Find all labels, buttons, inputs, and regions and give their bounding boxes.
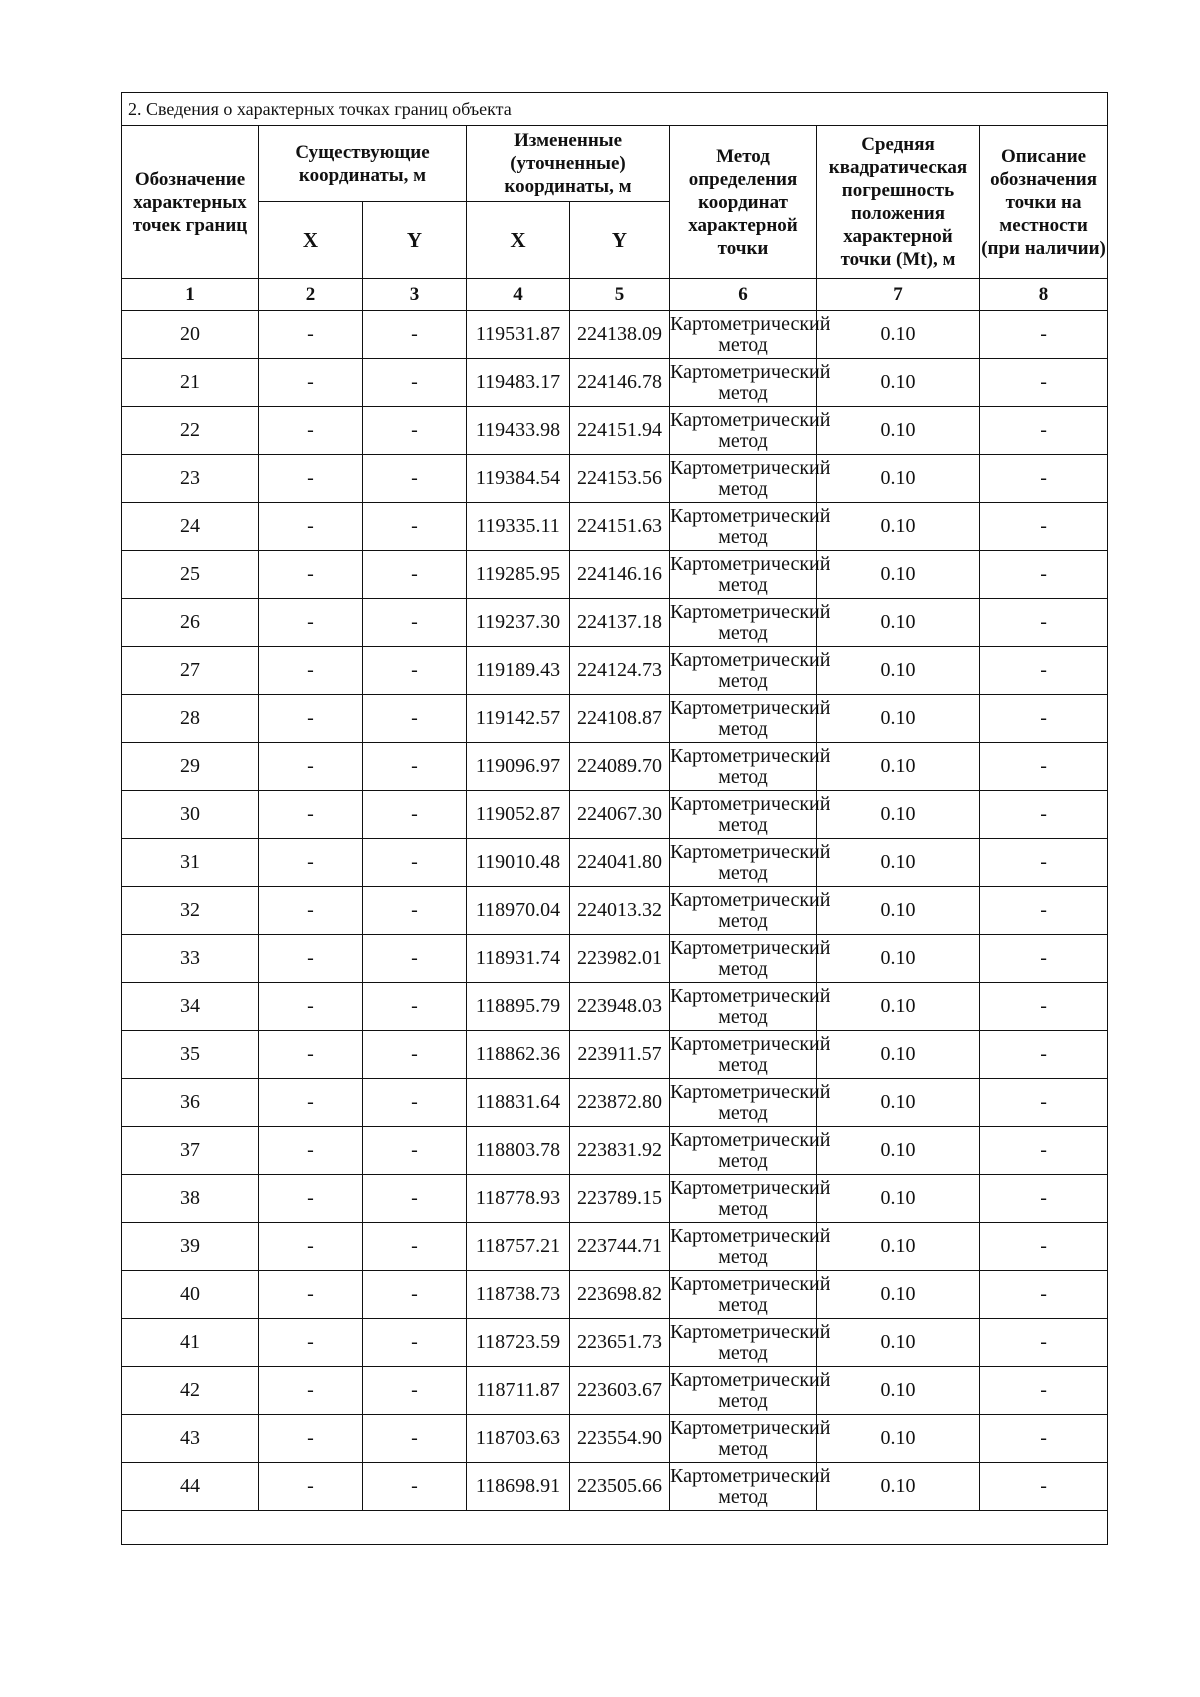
column-number: 4 <box>467 279 570 311</box>
changed-y-cell: 224138.09 <box>570 311 670 359</box>
mean-error-cell: 0.10 <box>817 647 980 695</box>
table-row <box>122 647 1108 695</box>
method-cell: Картометрический метод <box>670 887 817 935</box>
table-row <box>122 551 1108 599</box>
description-cell: - <box>980 743 1108 791</box>
mean-error-cell: 0.10 <box>817 455 980 503</box>
description-cell: - <box>980 1415 1108 1463</box>
existing-x-cell: - <box>259 1175 363 1223</box>
existing-y-cell: - <box>363 695 467 743</box>
point-designation-cell: 28 <box>122 695 259 743</box>
changed-y-cell: 223982.01 <box>570 935 670 983</box>
existing-y-cell: - <box>363 1079 467 1127</box>
point-designation-cell: 41 <box>122 1319 259 1367</box>
table-row <box>122 311 1108 359</box>
table-row <box>122 1463 1108 1511</box>
changed-x-cell: 118831.64 <box>467 1079 570 1127</box>
mean-error-cell: 0.10 <box>817 1463 980 1511</box>
column-number: 7 <box>817 279 980 311</box>
table-row <box>122 1175 1108 1223</box>
existing-y-cell: - <box>363 1319 467 1367</box>
description-cell: - <box>980 1127 1108 1175</box>
table-row <box>122 839 1108 887</box>
existing-y-cell: - <box>363 743 467 791</box>
existing-x-cell: - <box>259 503 363 551</box>
point-designation-cell: 26 <box>122 599 259 647</box>
changed-x-cell: 119433.98 <box>467 407 570 455</box>
existing-x-cell: - <box>259 1271 363 1319</box>
point-designation-cell: 33 <box>122 935 259 983</box>
header-changed-coordinates: Измененные (уточненные) координаты, м <box>467 126 670 202</box>
description-cell: - <box>980 1271 1108 1319</box>
existing-y-cell: - <box>363 1127 467 1175</box>
point-designation-cell: 35 <box>122 1031 259 1079</box>
description-cell: - <box>980 839 1108 887</box>
changed-x-cell: 119483.17 <box>467 359 570 407</box>
existing-x-cell: - <box>259 311 363 359</box>
mean-error-cell: 0.10 <box>817 839 980 887</box>
mean-error-cell: 0.10 <box>817 1367 980 1415</box>
existing-x-cell: - <box>259 1031 363 1079</box>
point-designation-cell: 27 <box>122 647 259 695</box>
existing-x-cell: - <box>259 359 363 407</box>
table-row <box>122 503 1108 551</box>
existing-y-cell: - <box>363 311 467 359</box>
point-designation-cell: 44 <box>122 1463 259 1511</box>
existing-x-cell: - <box>259 455 363 503</box>
mean-error-cell: 0.10 <box>817 791 980 839</box>
description-cell: - <box>980 935 1108 983</box>
column-number: 5 <box>570 279 670 311</box>
existing-x-cell: - <box>259 1415 363 1463</box>
table-footer-cell <box>122 1511 1108 1545</box>
existing-y-cell: - <box>363 1463 467 1511</box>
existing-x-cell: - <box>259 1127 363 1175</box>
method-cell: Картометрический метод <box>670 1319 817 1367</box>
table-row <box>122 599 1108 647</box>
method-cell: Картометрический метод <box>670 695 817 743</box>
changed-x-cell: 118970.04 <box>467 887 570 935</box>
description-cell: - <box>980 503 1108 551</box>
point-designation-cell: 34 <box>122 983 259 1031</box>
mean-error-cell: 0.10 <box>817 407 980 455</box>
changed-y-cell: 224146.78 <box>570 359 670 407</box>
mean-error-cell: 0.10 <box>817 887 980 935</box>
point-designation-cell: 40 <box>122 1271 259 1319</box>
table-row <box>122 743 1108 791</box>
existing-y-cell: - <box>363 647 467 695</box>
description-cell: - <box>980 455 1108 503</box>
point-designation-cell: 23 <box>122 455 259 503</box>
changed-y-cell: 224151.94 <box>570 407 670 455</box>
existing-x-cell: - <box>259 407 363 455</box>
description-cell: - <box>980 1175 1108 1223</box>
changed-y-cell: 223831.92 <box>570 1127 670 1175</box>
method-cell: Картометрический метод <box>670 359 817 407</box>
changed-x-cell: 118698.91 <box>467 1463 570 1511</box>
mean-error-cell: 0.10 <box>817 1415 980 1463</box>
changed-x-cell: 118703.63 <box>467 1415 570 1463</box>
description-cell: - <box>980 1031 1108 1079</box>
existing-x-cell: - <box>259 647 363 695</box>
changed-y-cell: 224013.32 <box>570 887 670 935</box>
table-row <box>122 407 1108 455</box>
method-cell: Картометрический метод <box>670 647 817 695</box>
changed-y-cell: 223698.82 <box>570 1271 670 1319</box>
existing-y-cell: - <box>363 455 467 503</box>
changed-y-cell: 224089.70 <box>570 743 670 791</box>
header-existing-coordinates: Существующие координаты, м <box>259 126 467 202</box>
points-table-body <box>122 311 1108 1511</box>
existing-y-cell: - <box>363 1271 467 1319</box>
point-designation-cell: 29 <box>122 743 259 791</box>
changed-y-cell: 224041.80 <box>570 839 670 887</box>
changed-y-cell: 224108.87 <box>570 695 670 743</box>
existing-x-cell: - <box>259 791 363 839</box>
changed-x-cell: 119052.87 <box>467 791 570 839</box>
changed-y-cell: 223505.66 <box>570 1463 670 1511</box>
point-designation-cell: 24 <box>122 503 259 551</box>
changed-y-cell: 223948.03 <box>570 983 670 1031</box>
existing-y-cell: - <box>363 887 467 935</box>
mean-error-cell: 0.10 <box>817 551 980 599</box>
mean-error-cell: 0.10 <box>817 1271 980 1319</box>
method-cell: Картометрический метод <box>670 599 817 647</box>
existing-x-cell: - <box>259 839 363 887</box>
changed-y-cell: 224151.63 <box>570 503 670 551</box>
changed-x-cell: 119531.87 <box>467 311 570 359</box>
method-cell: Картометрический метод <box>670 551 817 599</box>
table-row <box>122 1127 1108 1175</box>
point-designation-cell: 25 <box>122 551 259 599</box>
changed-x-cell: 119384.54 <box>467 455 570 503</box>
point-designation-cell: 32 <box>122 887 259 935</box>
mean-error-cell: 0.10 <box>817 1175 980 1223</box>
description-cell: - <box>980 791 1108 839</box>
method-cell: Картометрический метод <box>670 983 817 1031</box>
mean-error-cell: 0.10 <box>817 1319 980 1367</box>
table-row <box>122 695 1108 743</box>
changed-y-cell: 223911.57 <box>570 1031 670 1079</box>
method-cell: Картометрический метод <box>670 1415 817 1463</box>
point-designation-cell: 42 <box>122 1367 259 1415</box>
description-cell: - <box>980 1367 1108 1415</box>
changed-y-cell: 224124.73 <box>570 647 670 695</box>
changed-x-cell: 119285.95 <box>467 551 570 599</box>
mean-error-cell: 0.10 <box>817 1127 980 1175</box>
existing-x-cell: - <box>259 695 363 743</box>
existing-x-cell: - <box>259 1079 363 1127</box>
method-cell: Картометрический метод <box>670 1031 817 1079</box>
mean-error-cell: 0.10 <box>817 311 980 359</box>
point-designation-cell: 36 <box>122 1079 259 1127</box>
method-cell: Картометрический метод <box>670 1127 817 1175</box>
existing-x-cell: - <box>259 935 363 983</box>
table-row <box>122 1079 1108 1127</box>
table-row <box>122 1367 1108 1415</box>
method-cell: Картометрический метод <box>670 1463 817 1511</box>
changed-x-cell: 118778.93 <box>467 1175 570 1223</box>
changed-x-cell: 118895.79 <box>467 983 570 1031</box>
changed-y-cell: 223872.80 <box>570 1079 670 1127</box>
point-designation-cell: 22 <box>122 407 259 455</box>
existing-y-cell: - <box>363 839 467 887</box>
header-point-designation: Обозначение характерных точек границ <box>122 126 259 279</box>
table-row <box>122 1223 1108 1271</box>
changed-x-cell: 118931.74 <box>467 935 570 983</box>
description-cell: - <box>980 599 1108 647</box>
existing-y-cell: - <box>363 1415 467 1463</box>
method-cell: Картометрический метод <box>670 1271 817 1319</box>
column-number: 6 <box>670 279 817 311</box>
description-cell: - <box>980 983 1108 1031</box>
changed-x-cell: 119142.57 <box>467 695 570 743</box>
existing-x-cell: - <box>259 743 363 791</box>
description-cell: - <box>980 1079 1108 1127</box>
column-number: 1 <box>122 279 259 311</box>
existing-x-cell: - <box>259 1319 363 1367</box>
point-designation-cell: 43 <box>122 1415 259 1463</box>
column-number: 3 <box>363 279 467 311</box>
table-row <box>122 983 1108 1031</box>
changed-y-cell: 223554.90 <box>570 1415 670 1463</box>
changed-y-cell: 224153.56 <box>570 455 670 503</box>
method-cell: Картометрический метод <box>670 1367 817 1415</box>
point-designation-cell: 21 <box>122 359 259 407</box>
changed-x-cell: 118723.59 <box>467 1319 570 1367</box>
description-cell: - <box>980 887 1108 935</box>
column-number-row <box>122 279 1108 311</box>
changed-y-cell: 223789.15 <box>570 1175 670 1223</box>
table-footer-row <box>122 1511 1108 1545</box>
existing-y-cell: - <box>363 359 467 407</box>
changed-y-cell: 223651.73 <box>570 1319 670 1367</box>
changed-x-cell: 118738.73 <box>467 1271 570 1319</box>
method-cell: Картометрический метод <box>670 503 817 551</box>
table-row <box>122 791 1108 839</box>
changed-y-cell: 224137.18 <box>570 599 670 647</box>
description-cell: - <box>980 1223 1108 1271</box>
mean-error-cell: 0.10 <box>817 1031 980 1079</box>
description-cell: - <box>980 1463 1108 1511</box>
existing-x-cell: - <box>259 551 363 599</box>
mean-error-cell: 0.10 <box>817 1223 980 1271</box>
existing-y-cell: - <box>363 935 467 983</box>
existing-y-cell: - <box>363 551 467 599</box>
changed-x-cell: 119335.11 <box>467 503 570 551</box>
method-cell: Картометрический метод <box>670 743 817 791</box>
existing-y-cell: - <box>363 1175 467 1223</box>
mean-error-cell: 0.10 <box>817 599 980 647</box>
mean-error-cell: 0.10 <box>817 983 980 1031</box>
point-designation-cell: 39 <box>122 1223 259 1271</box>
method-cell: Картометрический метод <box>670 935 817 983</box>
description-cell: - <box>980 647 1108 695</box>
column-number: 8 <box>980 279 1108 311</box>
changed-y-cell: 223603.67 <box>570 1367 670 1415</box>
table-row <box>122 887 1108 935</box>
changed-x-cell: 118803.78 <box>467 1127 570 1175</box>
header-description: Описание обозначения точки на местности (при наличии) <box>980 126 1108 279</box>
existing-y-cell: - <box>363 599 467 647</box>
column-number: 2 <box>259 279 363 311</box>
method-cell: Картометрический метод <box>670 455 817 503</box>
method-cell: Картометрический метод <box>670 1079 817 1127</box>
existing-y-cell: - <box>363 983 467 1031</box>
existing-y-cell: - <box>363 791 467 839</box>
description-cell: - <box>980 311 1108 359</box>
description-cell: - <box>980 1319 1108 1367</box>
table-row <box>122 1271 1108 1319</box>
header-method: Метод определения координат характерной точки <box>670 126 817 279</box>
table-row <box>122 359 1108 407</box>
mean-error-cell: 0.10 <box>817 743 980 791</box>
points-table <box>121 92 1108 1545</box>
mean-error-cell: 0.10 <box>817 1079 980 1127</box>
header-existing-x: X <box>259 202 363 279</box>
existing-y-cell: - <box>363 503 467 551</box>
point-designation-cell: 20 <box>122 311 259 359</box>
changed-y-cell: 224146.16 <box>570 551 670 599</box>
changed-x-cell: 118711.87 <box>467 1367 570 1415</box>
existing-x-cell: - <box>259 887 363 935</box>
header-mean-error: Средняя квадратическая погрешность положения характерной точки (Mt), м <box>817 126 980 279</box>
mean-error-cell: 0.10 <box>817 935 980 983</box>
method-cell: Картометрический метод <box>670 311 817 359</box>
existing-x-cell: - <box>259 1367 363 1415</box>
existing-x-cell: - <box>259 983 363 1031</box>
point-designation-cell: 37 <box>122 1127 259 1175</box>
mean-error-cell: 0.10 <box>817 503 980 551</box>
description-cell: - <box>980 551 1108 599</box>
method-cell: Картометрический метод <box>670 791 817 839</box>
table-row <box>122 1031 1108 1079</box>
header-existing-y: Y <box>363 202 467 279</box>
description-cell: - <box>980 695 1108 743</box>
existing-x-cell: - <box>259 1223 363 1271</box>
section-title: 2. Сведения о характерных точках границ объекта <box>122 93 1108 126</box>
existing-y-cell: - <box>363 1367 467 1415</box>
point-designation-cell: 38 <box>122 1175 259 1223</box>
existing-x-cell: - <box>259 1463 363 1511</box>
existing-y-cell: - <box>363 1223 467 1271</box>
table-row <box>122 935 1108 983</box>
changed-x-cell: 118757.21 <box>467 1223 570 1271</box>
table-row <box>122 1319 1108 1367</box>
method-cell: Картометрический метод <box>670 407 817 455</box>
point-designation-cell: 31 <box>122 839 259 887</box>
method-cell: Картометрический метод <box>670 1223 817 1271</box>
table-row <box>122 455 1108 503</box>
existing-x-cell: - <box>259 599 363 647</box>
method-cell: Картометрический метод <box>670 1175 817 1223</box>
changed-x-cell: 118862.36 <box>467 1031 570 1079</box>
header-changed-y: Y <box>570 202 670 279</box>
description-cell: - <box>980 407 1108 455</box>
mean-error-cell: 0.10 <box>817 359 980 407</box>
changed-x-cell: 119010.48 <box>467 839 570 887</box>
document-sheet <box>121 92 1107 1545</box>
method-cell: Картометрический метод <box>670 839 817 887</box>
existing-y-cell: - <box>363 1031 467 1079</box>
header-changed-x: X <box>467 202 570 279</box>
table-row <box>122 1415 1108 1463</box>
description-cell: - <box>980 359 1108 407</box>
changed-x-cell: 119189.43 <box>467 647 570 695</box>
mean-error-cell: 0.10 <box>817 695 980 743</box>
changed-y-cell: 223744.71 <box>570 1223 670 1271</box>
changed-y-cell: 224067.30 <box>570 791 670 839</box>
changed-x-cell: 119096.97 <box>467 743 570 791</box>
point-designation-cell: 30 <box>122 791 259 839</box>
changed-x-cell: 119237.30 <box>467 599 570 647</box>
existing-y-cell: - <box>363 407 467 455</box>
